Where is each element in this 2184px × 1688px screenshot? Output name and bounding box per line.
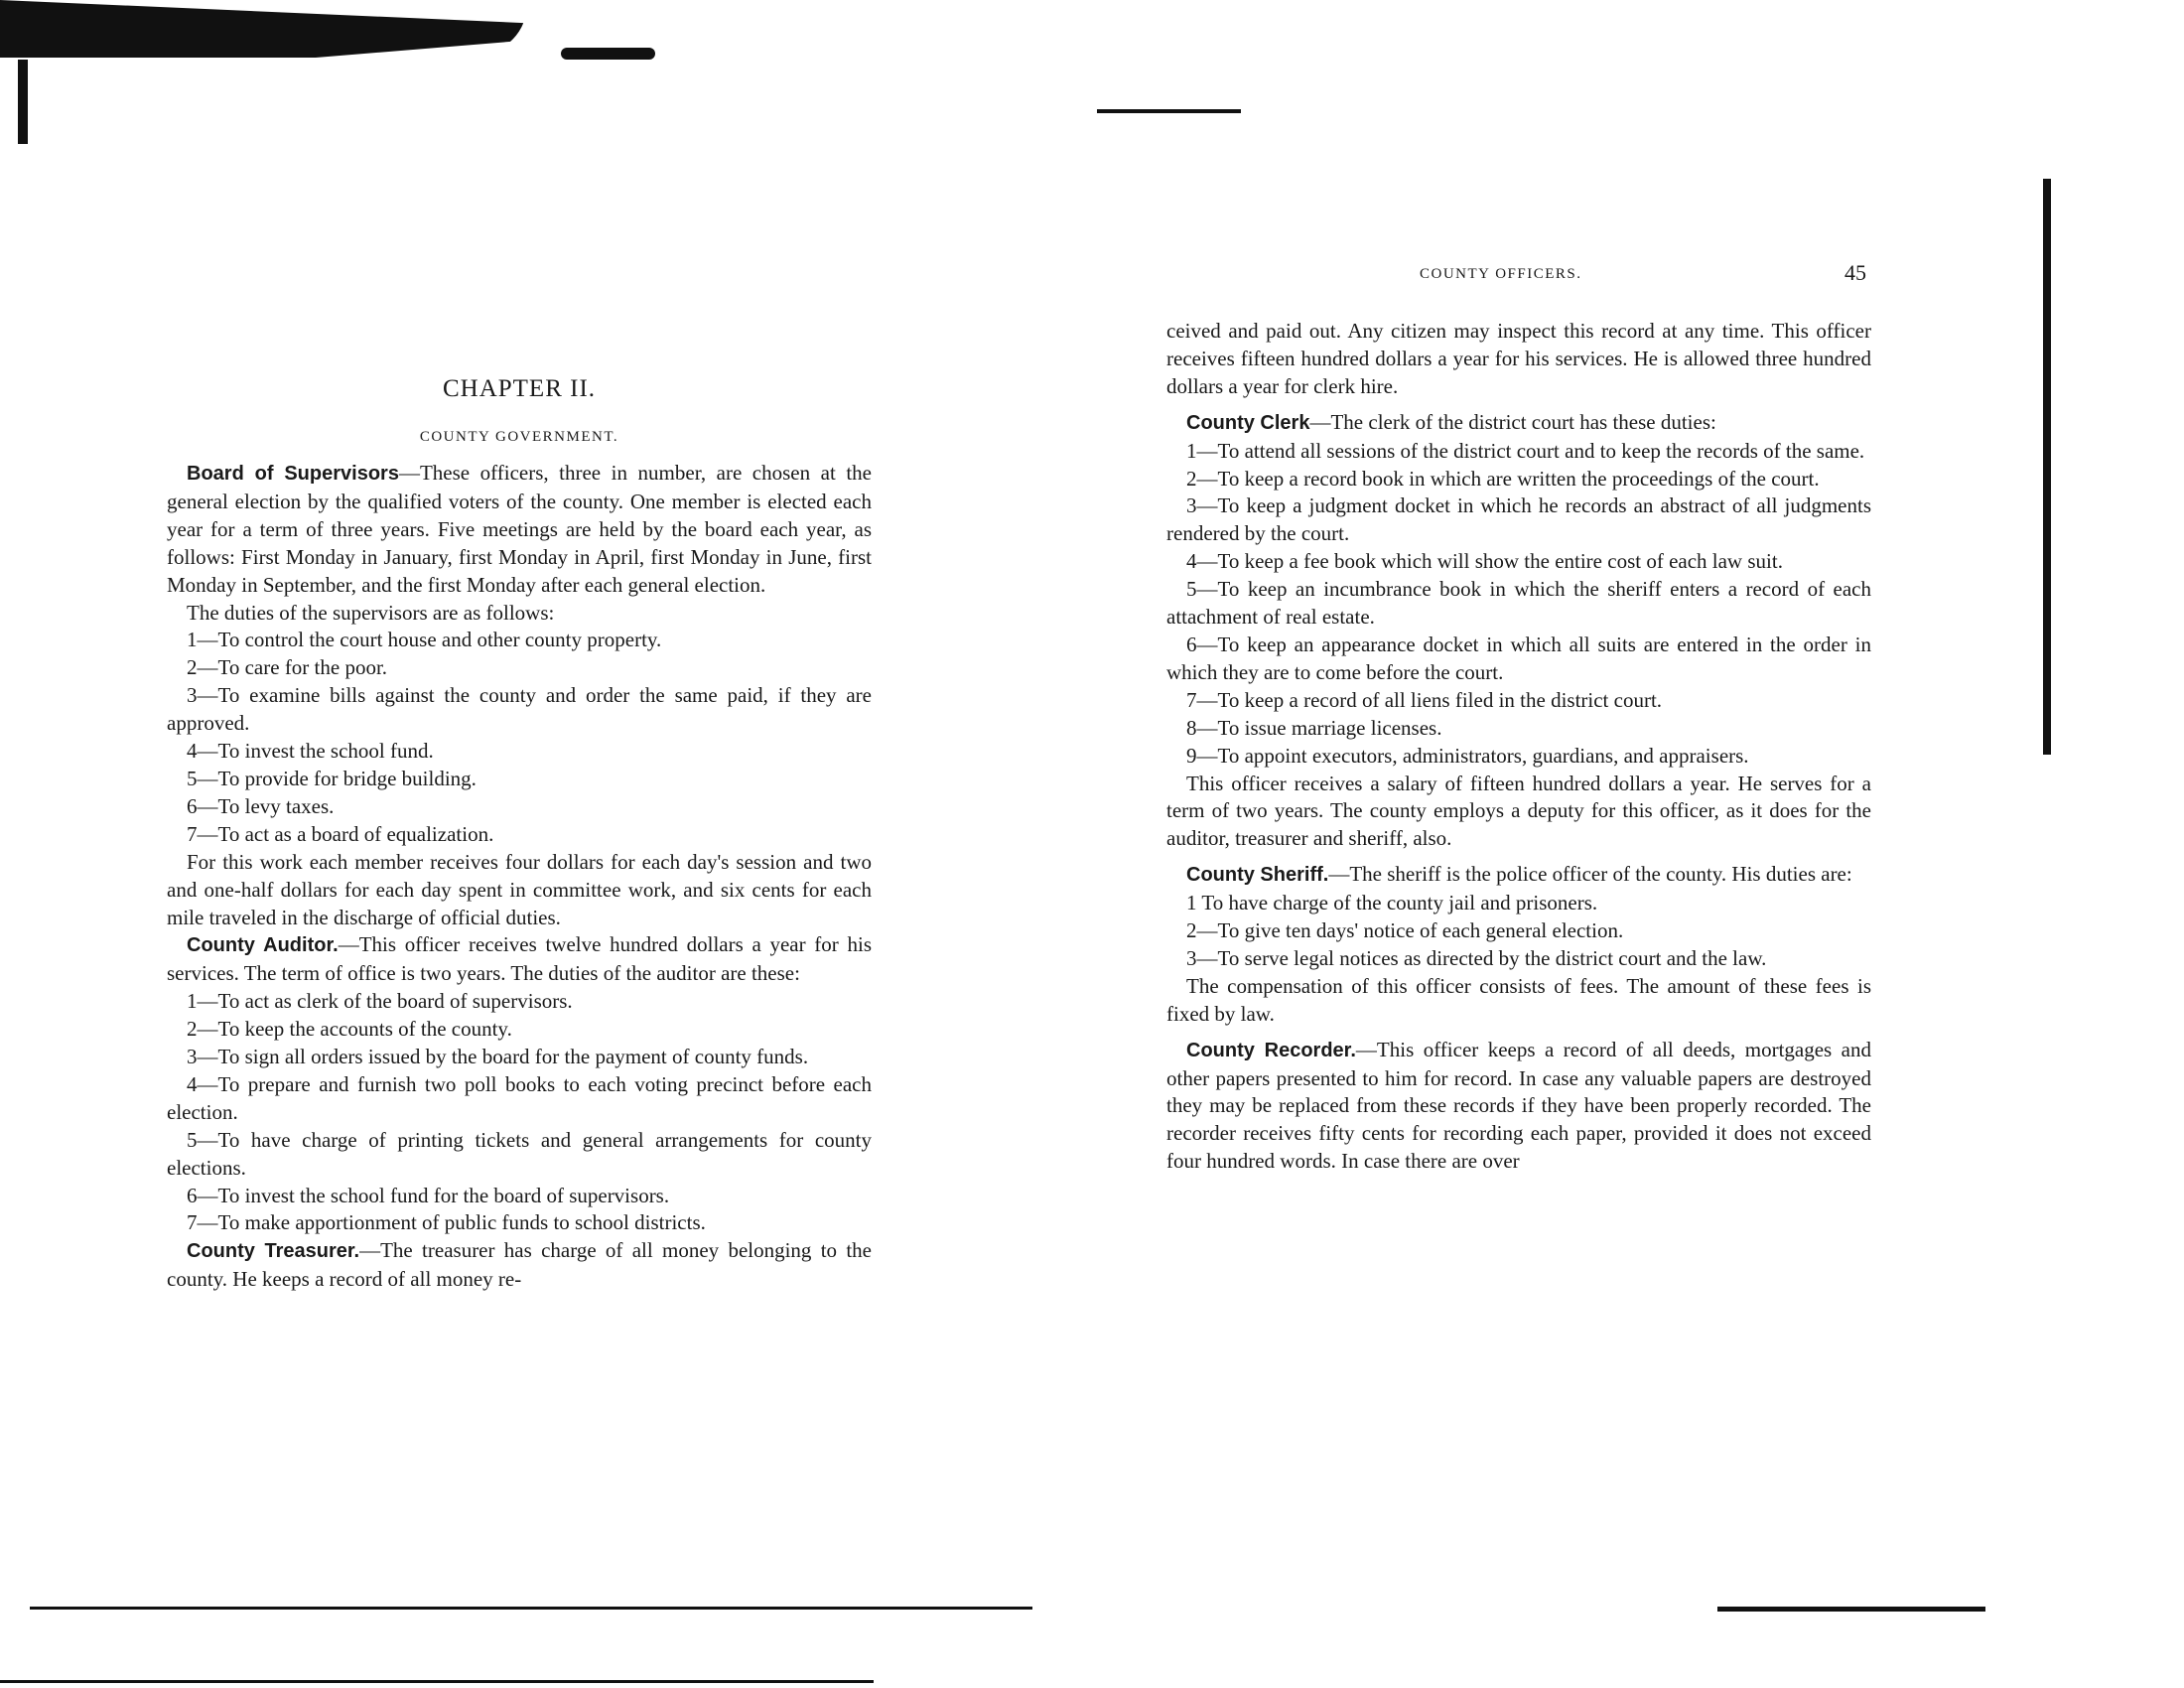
- page-number: 45: [1844, 260, 1866, 285]
- right-page: [1166, 260, 1871, 1176]
- clerk-heading: County Clerk: [1186, 411, 1310, 434]
- sheriff-intro: —The sheriff is the police officer of the county. His duties are:: [1328, 862, 1852, 887]
- clerk-duty: 6—To keep an appearance docket in which all suits are entered in the order in which they are to come before the court.: [1166, 632, 1871, 684]
- sheriff-duty: 1 To have charge of the county jail and prisoners.: [1186, 891, 1598, 915]
- clerk-duty: 8—To issue marriage licenses.: [1186, 715, 1442, 740]
- board-duties-intro: The duties of the supervisors are as follows:: [187, 600, 555, 625]
- treasurer-paragraph: [167, 1237, 872, 1294]
- auditor-duty: 2—To keep the accounts of the county.: [187, 1017, 512, 1042]
- clerk-duty: 3—To keep a judgment docket in which he records an abstract of all judgments rendered by the court.: [1166, 493, 1871, 546]
- treasurer-continuation: ceived and paid out. Any citizen may inspect this record at any time. This officer receives fifteen hundred dollars a year for his services. He is allowed three hundred dollars a year for clerk hire.: [1166, 319, 1871, 398]
- scan-edge-left-curl: [18, 60, 28, 144]
- running-head: COUNTY OFFICERS.: [1420, 266, 1582, 282]
- auditor-duty: 3—To sign all orders issued by the board for the payment of county funds.: [187, 1045, 809, 1069]
- board-duty: 3—To examine bills against the county and order the same paid, if they are approved.: [167, 683, 872, 736]
- scan-edge-bottom-line-left: [30, 1607, 1032, 1610]
- scan-edge-top-left: [0, 0, 526, 58]
- auditor-duty: 1—To act as clerk of the board of supervisors.: [187, 989, 573, 1014]
- auditor-duty: 6—To invest the school fund for the board of supervisors.: [187, 1183, 670, 1207]
- board-heading: Board of Supervisors: [187, 463, 399, 485]
- clerk-duty: 4—To keep a fee book which will show the entire cost of each law suit.: [1186, 549, 1783, 574]
- treasurer-heading: County Treasurer.: [187, 1240, 360, 1263]
- scan-edge-right-strip: [2043, 179, 2051, 755]
- auditor-duty: 7—To make apportionment of public funds to school districts.: [187, 1210, 706, 1235]
- clerk-paragraph: [1166, 409, 1871, 438]
- auditor-heading: County Auditor.: [187, 934, 339, 957]
- clerk-salary: This officer receives a salary of fifteen hundred dollars a year. He serves for a term of two years. The county employs a deputy for this officer, as it does for the auditor, treasurer and sheriff, also.: [1166, 771, 1871, 851]
- scan-edge-top-right: [1097, 109, 1241, 113]
- board-duty: 2—To care for the poor.: [187, 655, 388, 680]
- scan-edge-bottom: [0, 1680, 874, 1683]
- clerk-duty: 5—To keep an incumbrance book in which the sheriff enters a record of each attachment of real estate.: [1166, 577, 1871, 630]
- left-page: [167, 375, 872, 1294]
- clerk-duty: 1—To attend all sessions of the district court and to keep the records of the same.: [1186, 438, 1865, 463]
- board-paragraph: [167, 460, 872, 600]
- sheriff-duty: 2—To give ten days' notice of each general election.: [1186, 918, 1624, 943]
- sheriff-pay: The compensation of this officer consists of fees. The amount of these fees is fixed by law.: [1166, 973, 1871, 1026]
- scan-edge-top-middle: [561, 48, 655, 60]
- recorder-paragraph: [1166, 1037, 1871, 1177]
- recorder-text: —This officer keeps a record of all deeds, mortgages and other papers presented to him for record. In case any valuable papers are destroyed they may be replaced from these records if they have been properly recorded. The recorder receives fifty cents for recording each paper, provided it does not exceed four hundred words. In case there are over: [1166, 1037, 1871, 1174]
- scan-edge-bottom-line-right: [1717, 1607, 1985, 1612]
- board-duty: 7—To act as a board of equalization.: [187, 821, 494, 846]
- clerk-duty: 7—To keep a record of all liens filed in the district court.: [1186, 687, 1663, 712]
- board-duty: 1—To control the court house and other county property.: [187, 628, 662, 652]
- auditor-duty: 4—To prepare and furnish two poll books to each voting precinct before each election.: [167, 1071, 872, 1124]
- sheriff-heading: County Sheriff.: [1186, 864, 1329, 887]
- section-title: COUNTY GOVERNMENT.: [419, 429, 619, 445]
- auditor-paragraph: [167, 931, 872, 988]
- board-pay: For this work each member receives four dollars for each day's session and two and one-half dollars for each day spent in committee work, and six cents for each mile traveled in the discharge of official duties.: [167, 849, 872, 929]
- board-duty: 5—To provide for bridge building.: [187, 766, 477, 790]
- clerk-duty: 2—To keep a record book in which are written the proceedings of the court.: [1186, 466, 1820, 491]
- board-intro: —These officers, three in number, are chosen at the general election by the qualified voters of the county. One member is elected each year for a term of three years. Five meetings are held by the board each year, as follows: First Monday in January, first Monday in April, first Monday in June, first Monday in September, and the first Monday after each general election.: [167, 461, 872, 597]
- clerk-duty: 9—To appoint executors, administrators, guardians, and appraisers.: [1186, 743, 1749, 768]
- auditor-intro: —This officer receives twelve hundred dollars a year for his services. The term of office is two years. The duties of the auditor are these:: [167, 932, 872, 986]
- chapter-title: CHAPTER II.: [442, 375, 597, 402]
- board-duty: 4—To invest the school fund.: [187, 739, 434, 764]
- auditor-duty: 5—To have charge of printing tickets and general arrangements for county elections.: [167, 1127, 872, 1180]
- sheriff-duty: 3—To serve legal notices as directed by the district court and the law.: [1186, 945, 1767, 970]
- sheriff-paragraph: [1166, 861, 1871, 890]
- recorder-heading: County Recorder.: [1186, 1039, 1356, 1061]
- treasurer-text: —The treasurer has charge of all money belonging to the county. He keeps a record of all money re-: [167, 1238, 872, 1292]
- clerk-intro: —The clerk of the district court has these duties:: [1309, 409, 1716, 434]
- board-duty: 6—To levy taxes.: [187, 793, 335, 818]
